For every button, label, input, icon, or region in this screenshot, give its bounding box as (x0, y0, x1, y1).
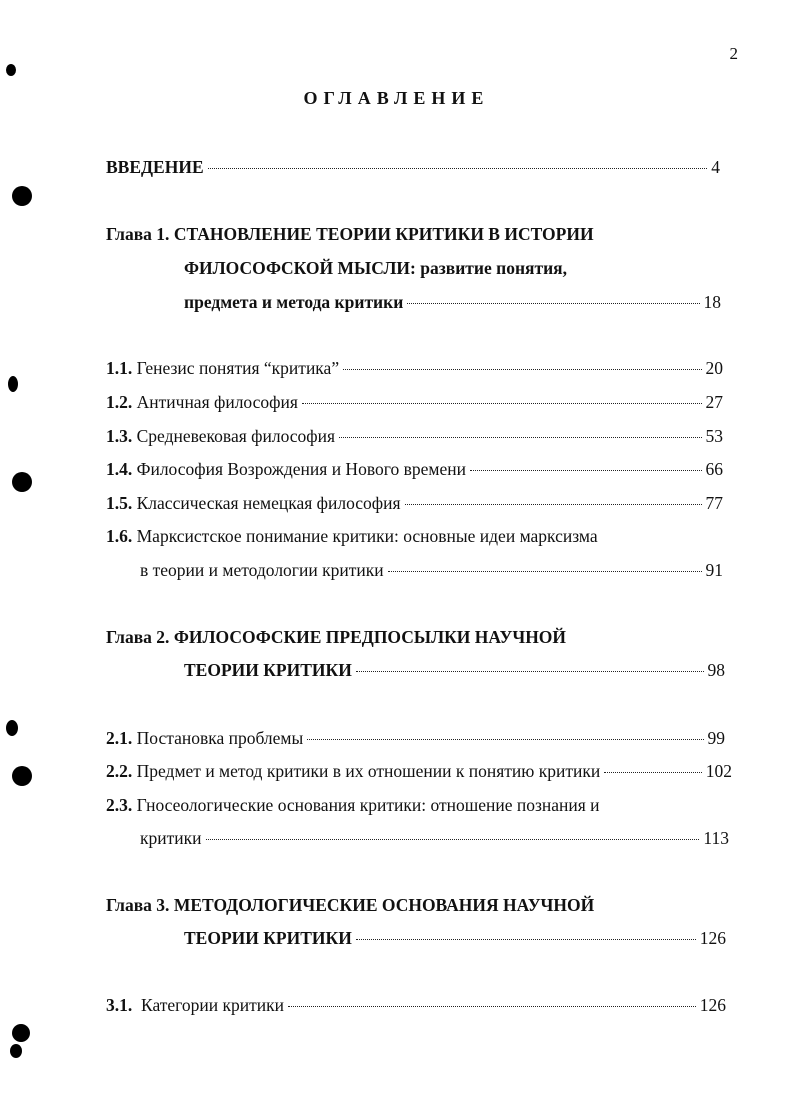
section-title: Постановка проблемы (136, 728, 304, 748)
leader-dots (356, 939, 696, 940)
punch-hole (12, 1024, 30, 1042)
chapter-title: ТЕОРИИ КРИТИКИ (184, 928, 352, 948)
page-ref: 4 (711, 157, 720, 177)
toc-entry-section[interactable] (106, 759, 732, 783)
leader-dots (208, 168, 708, 169)
toc-entry-section[interactable] (106, 457, 723, 481)
leader-dots (470, 470, 702, 471)
toc-entry-section[interactable] (106, 390, 723, 414)
chapter-heading[interactable] (106, 893, 594, 917)
section-number: 1.4. (106, 459, 133, 479)
punch-hole (10, 1044, 22, 1058)
leader-dots (343, 369, 701, 370)
page-ref: 126 (699, 995, 726, 1015)
chapter-subtitle: предмета и метода критики (184, 292, 404, 312)
page-ref: 99 (707, 728, 725, 748)
toc-title: ОГЛАВЛЕНИЕ (303, 88, 490, 108)
toc-entry-section[interactable] (106, 793, 600, 817)
section-title: Генезис понятия “критика” (136, 358, 340, 378)
toc-entry-intro[interactable] (106, 155, 720, 179)
page-ref: 113 (703, 828, 729, 848)
punch-hole (12, 472, 32, 492)
section-title: Гносеологические основания критики: отношение познания и (136, 795, 600, 815)
leader-dots (388, 571, 702, 572)
page-ref: 126 (699, 928, 726, 948)
leader-dots (307, 739, 703, 740)
punch-hole (6, 64, 16, 76)
section-title: Античная философия (136, 392, 298, 412)
toc-entry-section-cont[interactable] (140, 826, 729, 850)
chapter-title: МЕТОДОЛОГИЧЕСКИЕ ОСНОВАНИЯ НАУЧНОЙ (173, 895, 595, 915)
section-number: 1.1. (106, 358, 133, 378)
page-ref: 98 (707, 660, 725, 680)
page-ref: 20 (705, 358, 723, 378)
page-ref: 102 (705, 761, 732, 781)
leader-dots (302, 403, 702, 404)
section-number: 3.1. (106, 995, 133, 1015)
leader-dots (405, 504, 702, 505)
chapter-heading[interactable] (106, 625, 566, 649)
section-number: 1.6. (106, 526, 133, 546)
section-number: 1.3. (106, 426, 133, 446)
leader-dots (356, 671, 704, 672)
toc-entry-chapter[interactable] (184, 658, 725, 682)
section-number: 1.5. (106, 493, 133, 513)
toc-entry-section[interactable] (106, 356, 723, 380)
toc-entry-section-cont[interactable] (140, 558, 723, 582)
chapter-title: ФИЛОСОФСКОЙ МЫСЛИ: (184, 258, 416, 278)
toc-entry-section[interactable] (106, 424, 723, 448)
toc-entry-section[interactable] (106, 726, 725, 750)
toc-entry-section[interactable] (106, 524, 598, 548)
section-title: Категории критики (141, 995, 285, 1015)
chapter-subtitle: развитие понятия, (420, 258, 568, 278)
leader-dots (339, 437, 701, 438)
section-title: Марксистское понимание критики: основные идеи марксизма (136, 526, 598, 546)
toc-entry-chapter[interactable] (184, 290, 721, 314)
section-title: критики (140, 828, 202, 848)
section-title: Средневековая философия (136, 426, 336, 446)
punch-hole (6, 720, 18, 736)
leader-dots (206, 839, 700, 840)
chapter-title: ФИЛОСОФСКИЕ ПРЕДПОСЫЛКИ НАУЧНОЙ (173, 627, 567, 647)
toc-entry-section[interactable] (106, 993, 726, 1017)
punch-hole (8, 376, 18, 392)
chapter-title: ТЕОРИИ КРИТИКИ (184, 660, 352, 680)
chapter-number: Глава 3. (106, 895, 170, 915)
section-title: Философия Возрождения и Нового времени (136, 459, 466, 479)
page-ref: 53 (705, 426, 723, 446)
toc-entry-chapter[interactable] (184, 926, 726, 950)
leader-dots (407, 303, 699, 304)
chapter-title: СТАНОВЛЕНИЕ ТЕОРИИ КРИТИКИ В ИСТОРИИ (173, 224, 594, 244)
section-title: в теории и методологии критики (140, 560, 384, 580)
chapter-heading-cont (184, 256, 567, 280)
punch-hole (12, 766, 32, 786)
page-ref: 66 (705, 459, 723, 479)
page-ref: 91 (705, 560, 723, 580)
page-ref: 77 (705, 493, 723, 513)
page-ref: 27 (705, 392, 723, 412)
section-number: 2.1. (106, 728, 133, 748)
toc-entry-section[interactable] (106, 491, 723, 515)
section-title: Предмет и метод критики в их отношении к понятию критики (136, 761, 601, 781)
punch-hole (12, 186, 32, 206)
section-number: 2.3. (106, 795, 133, 815)
page-number: 2 (729, 44, 738, 63)
page-ref: 18 (703, 292, 721, 312)
section-number: 1.2. (106, 392, 133, 412)
intro-label: ВВЕДЕНИЕ (106, 157, 204, 177)
chapter-number: Глава 1. (106, 224, 170, 244)
section-number: 2.2. (106, 761, 133, 781)
chapter-number: Глава 2. (106, 627, 170, 647)
section-title: Классическая немецкая философия (136, 493, 401, 513)
leader-dots (604, 772, 702, 773)
leader-dots (288, 1006, 696, 1007)
chapter-heading[interactable] (106, 222, 594, 246)
